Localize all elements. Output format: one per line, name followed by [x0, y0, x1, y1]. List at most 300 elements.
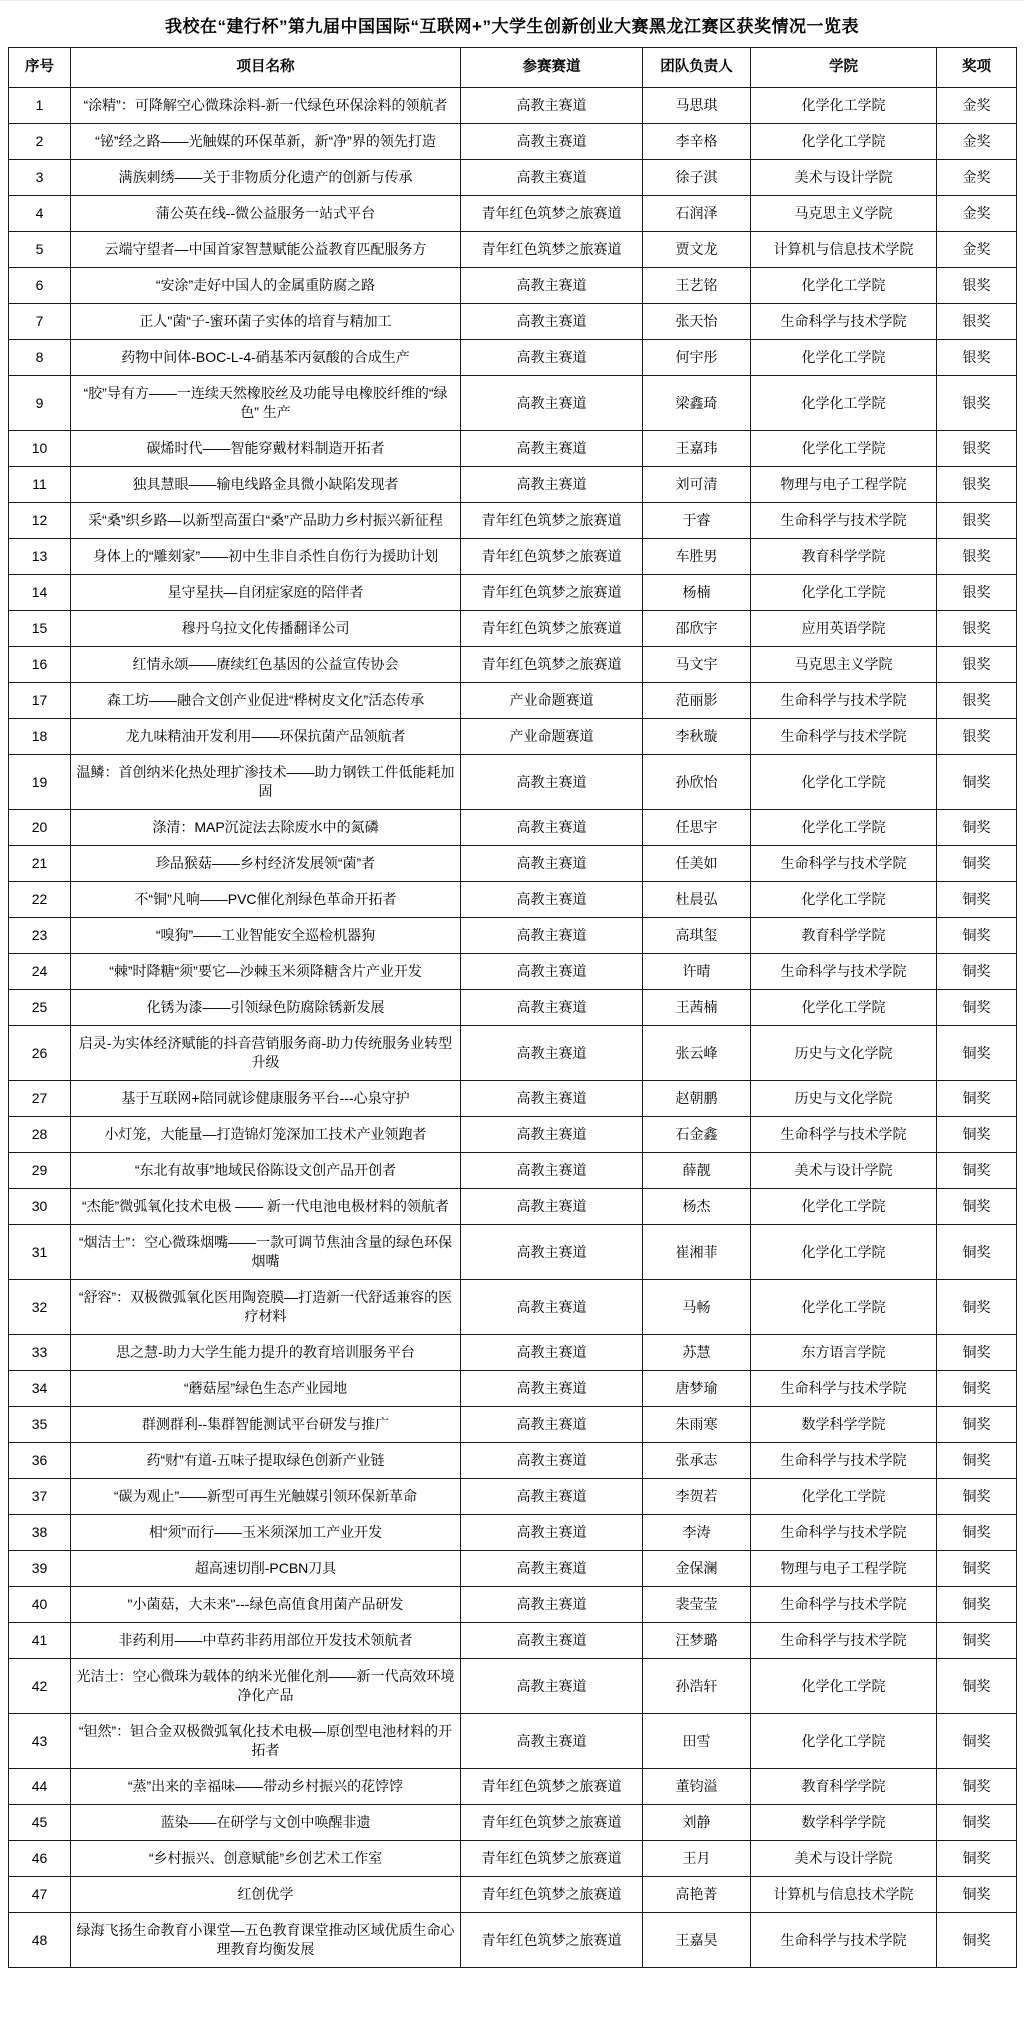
cell-serial-number: 48 [9, 1913, 71, 1968]
cell-award: 银奖 [937, 539, 1017, 575]
cell-serial-number: 24 [9, 954, 71, 990]
cell-team-leader: 梁鑫琦 [643, 376, 751, 431]
cell-college: 化学化工学院 [751, 1659, 937, 1714]
cell-project-name: 不“铜”凡响——PVC催化剂绿色革命开拓者 [71, 882, 461, 918]
cell-award: 铜奖 [937, 1335, 1017, 1371]
cell-track: 高教主赛道 [461, 882, 643, 918]
cell-project-name: “舒容”：双极微弧氧化医用陶瓷膜—打造新一代舒适兼容的医疗材料 [71, 1280, 461, 1335]
cell-serial-number: 32 [9, 1280, 71, 1335]
cell-award: 铜奖 [937, 1805, 1017, 1841]
cell-award: 铜奖 [937, 1479, 1017, 1515]
cell-serial-number: 45 [9, 1805, 71, 1841]
cell-track: 高教主赛道 [461, 846, 643, 882]
table-row [9, 503, 1017, 539]
cell-college: 教育科学学院 [751, 918, 937, 954]
cell-award: 铜奖 [937, 1551, 1017, 1587]
cell-track: 产业命题赛道 [461, 683, 643, 719]
cell-college: 生命科学与技术学院 [751, 1515, 937, 1551]
cell-award: 铜奖 [937, 1026, 1017, 1081]
cell-track: 高教主赛道 [461, 1225, 643, 1280]
cell-serial-number: 31 [9, 1225, 71, 1280]
cell-project-name: 独具慧眼——输电线路金具微小缺陷发现者 [71, 467, 461, 503]
cell-team-leader: 许晴 [643, 954, 751, 990]
cell-college: 化学化工学院 [751, 755, 937, 810]
cell-team-leader: 崔湘菲 [643, 1225, 751, 1280]
cell-award: 铜奖 [937, 1659, 1017, 1714]
cell-team-leader: 李辛格 [643, 124, 751, 160]
cell-college: 生命科学与技术学院 [751, 1623, 937, 1659]
cell-project-name: “杰能”微弧氧化技术电极 —— 新一代电池电极材料的领航者 [71, 1189, 461, 1225]
cell-college: 化学化工学院 [751, 1225, 937, 1280]
cell-college: 马克思主义学院 [751, 196, 937, 232]
cell-team-leader: 任美如 [643, 846, 751, 882]
table-body [9, 88, 1017, 1968]
cell-college: 历史与文化学院 [751, 1081, 937, 1117]
cell-project-name: “铋”经之路——光触媒的环保革新，新“净”界的领先打造 [71, 124, 461, 160]
cell-serial-number: 28 [9, 1117, 71, 1153]
cell-award: 铜奖 [937, 810, 1017, 846]
cell-team-leader: 石润泽 [643, 196, 751, 232]
cell-project-name: 采“桑”织乡路—以新型高蛋白“桑”产品助力乡村振兴新征程 [71, 503, 461, 539]
cell-serial-number: 3 [9, 160, 71, 196]
cell-track: 高教主赛道 [461, 1026, 643, 1081]
table-row [9, 683, 1017, 719]
cell-project-name: 星守星扶—自闭症家庭的陪伴者 [71, 575, 461, 611]
cell-award: 金奖 [937, 124, 1017, 160]
cell-award: 铜奖 [937, 1714, 1017, 1769]
cell-track: 高教主赛道 [461, 160, 643, 196]
cell-track: 青年红色筑梦之旅赛道 [461, 503, 643, 539]
table-row [9, 1280, 1017, 1335]
cell-project-name: 光洁士：空心微珠为载体的纳米光催化剂——新一代高效环境净化产品 [71, 1659, 461, 1714]
cell-serial-number: 5 [9, 232, 71, 268]
cell-award: 铜奖 [937, 954, 1017, 990]
cell-track: 高教主赛道 [461, 1479, 643, 1515]
cell-team-leader: 薛靓 [643, 1153, 751, 1189]
cell-track: 高教主赛道 [461, 1659, 643, 1714]
col-header-serial-number: 序号 [9, 48, 71, 88]
cell-team-leader: 石金鑫 [643, 1117, 751, 1153]
table-row [9, 1587, 1017, 1623]
cell-track: 高教主赛道 [461, 340, 643, 376]
cell-serial-number: 7 [9, 304, 71, 340]
cell-track: 高教主赛道 [461, 376, 643, 431]
cell-serial-number: 20 [9, 810, 71, 846]
table-row [9, 1551, 1017, 1587]
cell-college: 化学化工学院 [751, 340, 937, 376]
cell-serial-number: 23 [9, 918, 71, 954]
cell-serial-number: 13 [9, 539, 71, 575]
cell-serial-number: 21 [9, 846, 71, 882]
table-row [9, 882, 1017, 918]
cell-award: 铜奖 [937, 755, 1017, 810]
cell-project-name: 药物中间体-BOC-L-4-硝基苯丙氨酸的合成生产 [71, 340, 461, 376]
table-row [9, 954, 1017, 990]
cell-team-leader: 杨楠 [643, 575, 751, 611]
cell-track: 青年红色筑梦之旅赛道 [461, 1913, 643, 1968]
cell-team-leader: 王艺铭 [643, 268, 751, 304]
table-row [9, 88, 1017, 124]
cell-project-name: 满族刺绣——关于非物质分化遗产的创新与传承 [71, 160, 461, 196]
cell-project-name: "小菌菇，大未来"---绿色高值食用菌产品研发 [71, 1587, 461, 1623]
cell-team-leader: 王嘉玮 [643, 431, 751, 467]
cell-award: 银奖 [937, 503, 1017, 539]
cell-award: 铜奖 [937, 1225, 1017, 1280]
cell-serial-number: 4 [9, 196, 71, 232]
cell-project-name: “乡村振兴、创意赋能”乡创艺术工作室 [71, 1841, 461, 1877]
cell-track: 高教主赛道 [461, 810, 643, 846]
cell-award: 银奖 [937, 467, 1017, 503]
cell-project-name: “胶”导有方——一连续天然橡胶丝及功能导电橡胶纤维的“绿色” 生产 [71, 376, 461, 431]
table-row [9, 124, 1017, 160]
cell-team-leader: 李涛 [643, 1515, 751, 1551]
cell-team-leader: 董钧溢 [643, 1769, 751, 1805]
cell-track: 高教主赛道 [461, 954, 643, 990]
table-row [9, 539, 1017, 575]
cell-team-leader: 张承志 [643, 1443, 751, 1479]
cell-serial-number: 22 [9, 882, 71, 918]
table-row [9, 611, 1017, 647]
cell-team-leader: 王嘉昊 [643, 1913, 751, 1968]
cell-college: 生命科学与技术学院 [751, 1371, 937, 1407]
cell-project-name: “棘”时降糖“须”要它—沙棘玉米须降糖含片产业开发 [71, 954, 461, 990]
cell-serial-number: 44 [9, 1769, 71, 1805]
cell-award: 铜奖 [937, 1081, 1017, 1117]
cell-college: 生命科学与技术学院 [751, 846, 937, 882]
cell-track: 青年红色筑梦之旅赛道 [461, 575, 643, 611]
cell-serial-number: 25 [9, 990, 71, 1026]
cell-track: 高教主赛道 [461, 1407, 643, 1443]
cell-serial-number: 15 [9, 611, 71, 647]
cell-track: 青年红色筑梦之旅赛道 [461, 1841, 643, 1877]
cell-project-name: 小灯笼，大能量—打造锦灯笼深加工技术产业领跑者 [71, 1117, 461, 1153]
cell-serial-number: 6 [9, 268, 71, 304]
table-row [9, 340, 1017, 376]
cell-track: 高教主赛道 [461, 1587, 643, 1623]
cell-award: 铜奖 [937, 1587, 1017, 1623]
cell-track: 高教主赛道 [461, 1515, 643, 1551]
cell-team-leader: 孙浩轩 [643, 1659, 751, 1714]
cell-project-name: 超高速切削-PCBN刀具 [71, 1551, 461, 1587]
cell-college: 化学化工学院 [751, 1280, 937, 1335]
cell-track: 高教主赛道 [461, 467, 643, 503]
table-row [9, 268, 1017, 304]
cell-serial-number: 46 [9, 1841, 71, 1877]
cell-award: 铜奖 [937, 1280, 1017, 1335]
cell-team-leader: 李贺若 [643, 1479, 751, 1515]
cell-award: 银奖 [937, 340, 1017, 376]
cell-project-name: 思之慧-助力大学生能力提升的教育培训服务平台 [71, 1335, 461, 1371]
cell-project-name: 群测群利--集群智能测试平台研发与推广 [71, 1407, 461, 1443]
cell-project-name: “蒸”出来的幸福味——带动乡村振兴的花饽饽 [71, 1769, 461, 1805]
table-row [9, 1515, 1017, 1551]
table-row [9, 918, 1017, 954]
table-row [9, 719, 1017, 755]
cell-college: 化学化工学院 [751, 575, 937, 611]
cell-project-name: “钽然”：钽合金双极微弧氧化技术电极—原创型电池材料的开拓者 [71, 1714, 461, 1769]
table-row [9, 1443, 1017, 1479]
cell-team-leader: 金保澜 [643, 1551, 751, 1587]
cell-award: 铜奖 [937, 1841, 1017, 1877]
cell-award: 铜奖 [937, 1913, 1017, 1968]
cell-track: 青年红色筑梦之旅赛道 [461, 539, 643, 575]
cell-team-leader: 王茜楠 [643, 990, 751, 1026]
cell-award: 铜奖 [937, 1117, 1017, 1153]
cell-college: 生命科学与技术学院 [751, 683, 937, 719]
cell-track: 高教主赛道 [461, 1153, 643, 1189]
cell-team-leader: 范丽影 [643, 683, 751, 719]
cell-project-name: 龙九味精油开发利用——环保抗菌产品领航者 [71, 719, 461, 755]
cell-college: 美术与设计学院 [751, 1841, 937, 1877]
table-row [9, 1769, 1017, 1805]
cell-project-name: 基于互联网+陪同就诊健康服务平台---心泉守护 [71, 1081, 461, 1117]
cell-award: 银奖 [937, 683, 1017, 719]
cell-track: 高教主赛道 [461, 1714, 643, 1769]
table-row [9, 160, 1017, 196]
cell-track: 高教主赛道 [461, 124, 643, 160]
cell-award: 铜奖 [937, 1153, 1017, 1189]
cell-college: 教育科学学院 [751, 1769, 937, 1805]
cell-team-leader: 徐子淇 [643, 160, 751, 196]
cell-project-name: 蓝染——在研学与文创中唤醒非遗 [71, 1805, 461, 1841]
table-row [9, 990, 1017, 1026]
cell-team-leader: 刘静 [643, 1805, 751, 1841]
cell-track: 高教主赛道 [461, 304, 643, 340]
cell-serial-number: 43 [9, 1714, 71, 1769]
cell-team-leader: 车胜男 [643, 539, 751, 575]
cell-college: 计算机与信息技术学院 [751, 1877, 937, 1913]
cell-project-name: “安涂”走好中国人的金属重防腐之路 [71, 268, 461, 304]
cell-award: 金奖 [937, 160, 1017, 196]
table-row [9, 431, 1017, 467]
cell-college: 教育科学学院 [751, 539, 937, 575]
cell-project-name: 碳烯时代——智能穿戴材料制造开拓者 [71, 431, 461, 467]
table-row [9, 1805, 1017, 1841]
col-header-award: 奖项 [937, 48, 1017, 88]
table-row [9, 1371, 1017, 1407]
cell-college: 生命科学与技术学院 [751, 1587, 937, 1623]
cell-serial-number: 41 [9, 1623, 71, 1659]
cell-project-name: “东北有故事”地域民俗陈设文创产品开创者 [71, 1153, 461, 1189]
cell-track: 高教主赛道 [461, 918, 643, 954]
cell-project-name: 化锈为漆——引领绿色防腐除锈新发展 [71, 990, 461, 1026]
cell-track: 青年红色筑梦之旅赛道 [461, 1805, 643, 1841]
cell-team-leader: 马文宇 [643, 647, 751, 683]
page-title: 我校在“建行杯”第九届中国国际“互联网+”大学生创新创业大赛黑龙江赛区获奖情况一览表 [165, 17, 859, 36]
cell-team-leader: 马思琪 [643, 88, 751, 124]
cell-track: 青年红色筑梦之旅赛道 [461, 1877, 643, 1913]
table-row [9, 1623, 1017, 1659]
cell-track: 青年红色筑梦之旅赛道 [461, 647, 643, 683]
cell-college: 化学化工学院 [751, 1479, 937, 1515]
cell-college: 化学化工学院 [751, 882, 937, 918]
table-header-row [9, 48, 1017, 88]
cell-award: 银奖 [937, 575, 1017, 611]
cell-college: 美术与设计学院 [751, 160, 937, 196]
cell-track: 高教主赛道 [461, 1081, 643, 1117]
cell-award: 银奖 [937, 431, 1017, 467]
cell-award: 银奖 [937, 376, 1017, 431]
cell-team-leader: 朱雨寒 [643, 1407, 751, 1443]
cell-team-leader: 王月 [643, 1841, 751, 1877]
cell-team-leader: 唐梦瑜 [643, 1371, 751, 1407]
cell-project-name: 珍品猴菇——乡村经济发展领“菌”者 [71, 846, 461, 882]
cell-team-leader: 苏慧 [643, 1335, 751, 1371]
table-row [9, 1479, 1017, 1515]
cell-award: 银奖 [937, 647, 1017, 683]
cell-team-leader: 任思宇 [643, 810, 751, 846]
cell-project-name: 森工坊——融合文创产业促进“桦树皮文化”活态传承 [71, 683, 461, 719]
cell-team-leader: 杨杰 [643, 1189, 751, 1225]
cell-team-leader: 裴莹莹 [643, 1587, 751, 1623]
cell-college: 生命科学与技术学院 [751, 954, 937, 990]
cell-serial-number: 12 [9, 503, 71, 539]
cell-college: 物理与电子工程学院 [751, 1551, 937, 1587]
cell-team-leader: 杜晨弘 [643, 882, 751, 918]
table-row [9, 1841, 1017, 1877]
table-row [9, 232, 1017, 268]
cell-track: 高教主赛道 [461, 990, 643, 1026]
cell-team-leader: 张天怡 [643, 304, 751, 340]
cell-serial-number: 19 [9, 755, 71, 810]
cell-project-name: 药“财”有道-五味子提取绿色创新产业链 [71, 1443, 461, 1479]
cell-project-name: 绿海飞扬生命教育小课堂—五色教育课堂推动区域优质生命心理教育均衡发展 [71, 1913, 461, 1968]
cell-serial-number: 42 [9, 1659, 71, 1714]
cell-serial-number: 9 [9, 376, 71, 431]
cell-award: 铜奖 [937, 1623, 1017, 1659]
cell-track: 青年红色筑梦之旅赛道 [461, 611, 643, 647]
col-header-track: 参赛赛道 [461, 48, 643, 88]
cell-project-name: “涂精”：可降解空心微珠涂料-新一代绿色环保涂料的领航者 [71, 88, 461, 124]
table-row [9, 304, 1017, 340]
cell-college: 化学化工学院 [751, 268, 937, 304]
cell-serial-number: 1 [9, 88, 71, 124]
cell-award: 金奖 [937, 196, 1017, 232]
cell-college: 东方语言学院 [751, 1335, 937, 1371]
cell-project-name: 穆丹乌拉文化传播翻译公司 [71, 611, 461, 647]
cell-team-leader: 汪梦璐 [643, 1623, 751, 1659]
cell-serial-number: 35 [9, 1407, 71, 1443]
cell-college: 生命科学与技术学院 [751, 1913, 937, 1968]
cell-project-name: 蒲公英在线--微公益服务一站式平台 [71, 196, 461, 232]
col-header-project-name: 项目名称 [71, 48, 461, 88]
cell-serial-number: 14 [9, 575, 71, 611]
cell-college: 化学化工学院 [751, 810, 937, 846]
table-row [9, 1081, 1017, 1117]
cell-team-leader: 高琪玺 [643, 918, 751, 954]
cell-award: 银奖 [937, 719, 1017, 755]
awards-table [8, 47, 1017, 1968]
table-row [9, 1659, 1017, 1714]
table-row [9, 1335, 1017, 1371]
cell-track: 青年红色筑梦之旅赛道 [461, 1769, 643, 1805]
cell-college: 生命科学与技术学院 [751, 1117, 937, 1153]
cell-team-leader: 刘可清 [643, 467, 751, 503]
cell-award: 银奖 [937, 611, 1017, 647]
cell-serial-number: 40 [9, 1587, 71, 1623]
cell-project-name: 红创优学 [71, 1877, 461, 1913]
col-header-college: 学院 [751, 48, 937, 88]
cell-track: 高教主赛道 [461, 1443, 643, 1479]
cell-track: 高教主赛道 [461, 268, 643, 304]
cell-track: 高教主赛道 [461, 88, 643, 124]
cell-award: 铜奖 [937, 1189, 1017, 1225]
cell-college: 计算机与信息技术学院 [751, 232, 937, 268]
cell-serial-number: 18 [9, 719, 71, 755]
cell-award: 银奖 [937, 268, 1017, 304]
table-row [9, 1117, 1017, 1153]
col-header-team-leader: 团队负责人 [643, 48, 751, 88]
cell-serial-number: 11 [9, 467, 71, 503]
table-row [9, 846, 1017, 882]
table-row [9, 1225, 1017, 1280]
cell-college: 数学科学学院 [751, 1805, 937, 1841]
cell-serial-number: 29 [9, 1153, 71, 1189]
cell-project-name: 启灵-为实体经济赋能的抖音营销服务商-助力传统服务业转型升级 [71, 1026, 461, 1081]
cell-award: 铜奖 [937, 990, 1017, 1026]
cell-serial-number: 38 [9, 1515, 71, 1551]
cell-serial-number: 8 [9, 340, 71, 376]
cell-team-leader: 马畅 [643, 1280, 751, 1335]
cell-award: 铜奖 [937, 1877, 1017, 1913]
cell-track: 高教主赛道 [461, 1117, 643, 1153]
cell-award: 铜奖 [937, 846, 1017, 882]
cell-project-name: 身体上的“雕刻家”——初中生非自杀性自伤行为援助计划 [71, 539, 461, 575]
table-row [9, 467, 1017, 503]
table-row [9, 575, 1017, 611]
cell-college: 数学科学学院 [751, 1407, 937, 1443]
table-row [9, 647, 1017, 683]
cell-team-leader: 何宇彤 [643, 340, 751, 376]
cell-college: 化学化工学院 [751, 376, 937, 431]
cell-team-leader: 贾文龙 [643, 232, 751, 268]
cell-serial-number: 39 [9, 1551, 71, 1587]
cell-serial-number: 33 [9, 1335, 71, 1371]
cell-college: 历史与文化学院 [751, 1026, 937, 1081]
cell-serial-number: 26 [9, 1026, 71, 1081]
cell-team-leader: 张云峰 [643, 1026, 751, 1081]
cell-college: 化学化工学院 [751, 124, 937, 160]
cell-team-leader: 赵朝鹏 [643, 1081, 751, 1117]
cell-college: 应用英语学院 [751, 611, 937, 647]
cell-college: 生命科学与技术学院 [751, 1443, 937, 1479]
cell-project-name: 云端守望者—中国首家智慧赋能公益教育匹配服务方 [71, 232, 461, 268]
cell-track: 高教主赛道 [461, 431, 643, 467]
cell-serial-number: 27 [9, 1081, 71, 1117]
cell-college: 化学化工学院 [751, 990, 937, 1026]
cell-track: 高教主赛道 [461, 1280, 643, 1335]
cell-project-name: “烟洁士”：空心微珠烟嘴——一款可调节焦油含量的绿色环保烟嘴 [71, 1225, 461, 1280]
cell-serial-number: 10 [9, 431, 71, 467]
cell-college: 化学化工学院 [751, 431, 937, 467]
cell-college: 化学化工学院 [751, 1714, 937, 1769]
cell-award: 铜奖 [937, 882, 1017, 918]
table-row [9, 1714, 1017, 1769]
table-row [9, 1913, 1017, 1968]
cell-team-leader: 于睿 [643, 503, 751, 539]
table-row [9, 1877, 1017, 1913]
table-row [9, 1026, 1017, 1081]
cell-track: 青年红色筑梦之旅赛道 [461, 196, 643, 232]
cell-track: 产业命题赛道 [461, 719, 643, 755]
cell-award: 铜奖 [937, 1769, 1017, 1805]
cell-award: 铜奖 [937, 1443, 1017, 1479]
cell-college: 美术与设计学院 [751, 1153, 937, 1189]
cell-project-name: 温鳞：首创纳米化热处理扩渗技术——助力钢铁工件低能耗加固 [71, 755, 461, 810]
cell-serial-number: 30 [9, 1189, 71, 1225]
cell-team-leader: 田雪 [643, 1714, 751, 1769]
cell-college: 马克思主义学院 [751, 647, 937, 683]
